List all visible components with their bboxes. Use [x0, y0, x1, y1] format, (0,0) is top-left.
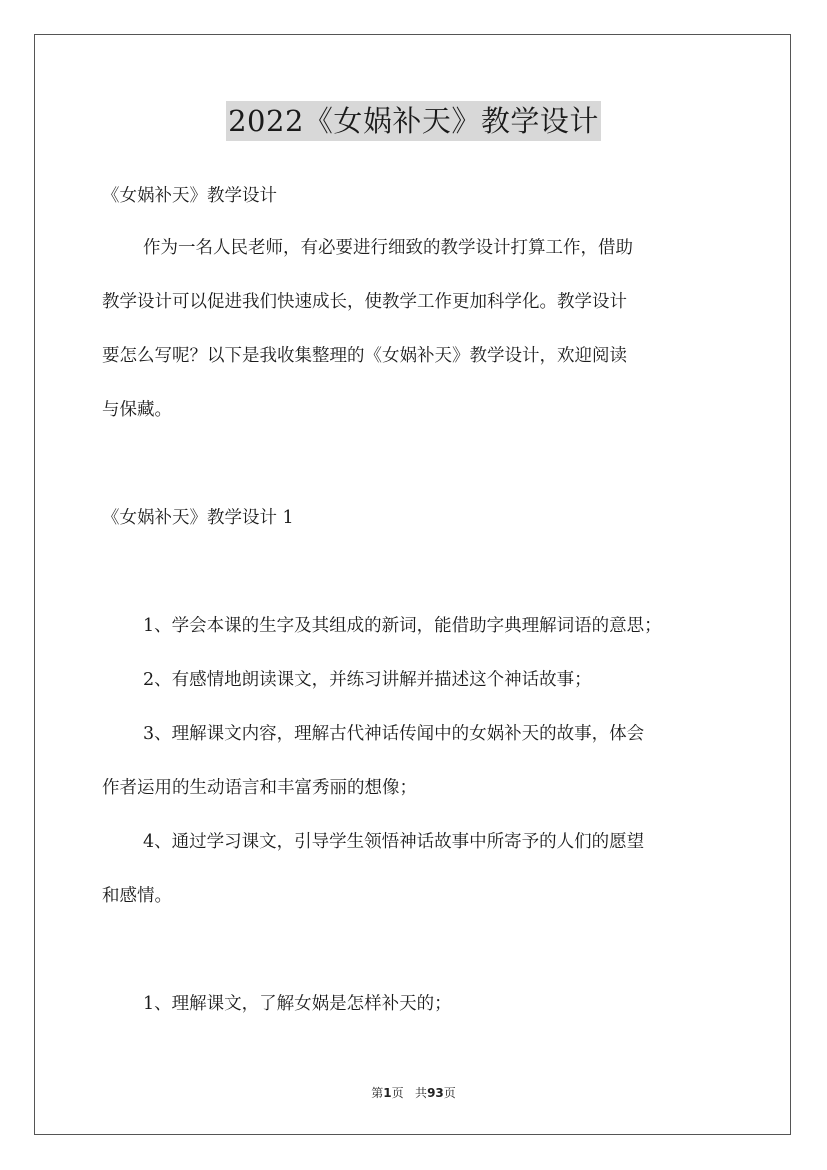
- footer-total-suffix: 页: [443, 1086, 456, 1100]
- title-container: [0, 101, 827, 141]
- key-point-1: 1、理解课文，了解女娲是怎样补天的；: [143, 994, 452, 1014]
- footer-total-pages: 93: [427, 1086, 444, 1100]
- document-subtitle: 《女娲补天》教学设计: [102, 186, 277, 206]
- intro-line-4: 与保藏。: [102, 400, 172, 420]
- intro-line-3: 要怎么写呢？以下是我收集整理的《女娲补天》教学设计，欢迎阅读: [102, 346, 627, 366]
- intro-line-1: 作为一名人民老师，有必要进行细致的教学设计打算工作，借助: [143, 238, 633, 258]
- goal-1: 1、学会本课的生字及其组成的新词，能借助字典理解词语的意思；: [143, 616, 662, 636]
- goal-3-line-1: 3、理解课文内容，理解古代神话传闻中的女娲补天的故事，体会: [143, 724, 645, 744]
- footer-page-number: 1: [383, 1086, 392, 1100]
- page-footer: [0, 1085, 827, 1101]
- footer-prefix: 第: [371, 1086, 384, 1100]
- footer-total-prefix: 共: [415, 1086, 428, 1100]
- goal-2: 2、有感情地朗读课文，并练习讲解并描述这个神话故事；: [143, 670, 592, 690]
- goal-4-line-2: 和感情。: [102, 886, 172, 906]
- goal-3-line-2: 作者运用的生动语言和丰富秀丽的想像；: [102, 778, 417, 798]
- document-title: 2022《女娲补天》教学设计: [226, 101, 601, 141]
- footer-page-suffix: 页: [391, 1086, 404, 1100]
- goal-4-line-1: 4、通过学习课文，引导学生领悟神话故事中所寄予的人们的愿望: [143, 832, 645, 852]
- intro-line-2: 教学设计可以促进我们快速成长，使教学工作更加科学化。教学设计: [102, 292, 627, 312]
- section-heading-1: 《女娲补天》教学设计 1: [102, 508, 294, 528]
